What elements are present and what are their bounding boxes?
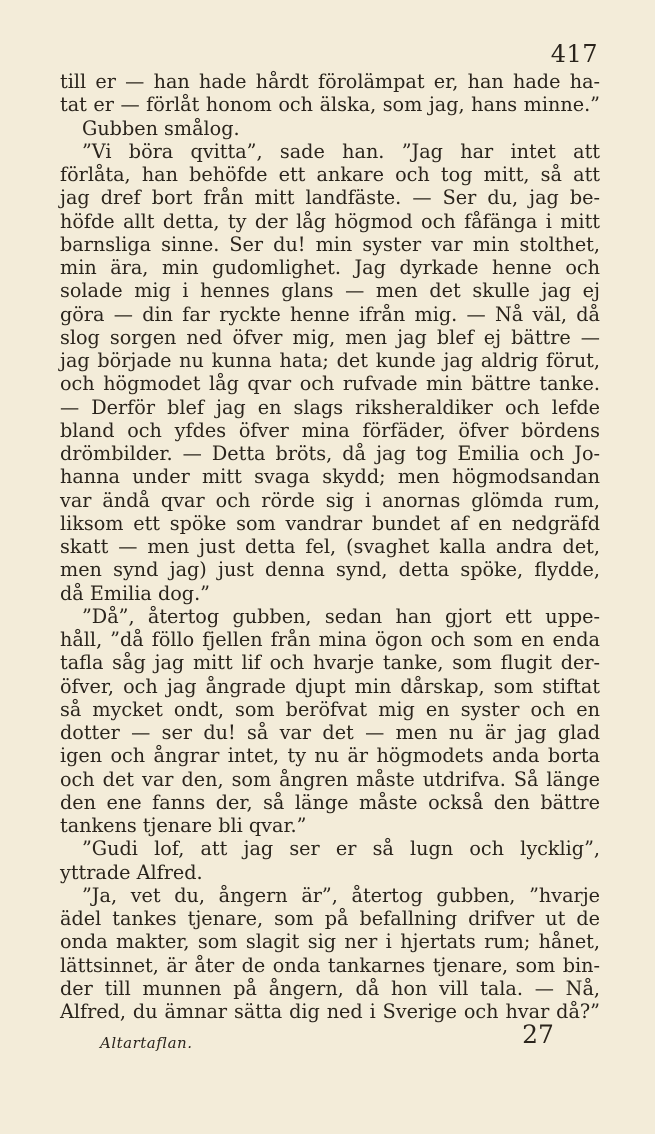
text-line: dotter — ser du! så var det — men nu är jag glad: [60, 721, 600, 744]
text-line: onda makter, som slagit sig ner i hjertats rum; hånet,: [60, 930, 600, 954]
text-line: ”Gudi lof, att jag ser er så lugn och lycklig”,: [82, 837, 600, 861]
text-line: bland och yfdes öfver mina förfäder, öfver bördens: [60, 418, 600, 442]
text-line: Alfred, du ämnar sätta dig ned i Sverige och hvar då?”: [60, 1000, 600, 1023]
text-line: barnsliga sinne. Ser du! min syster var min stolthet,: [60, 232, 600, 256]
text-line: höfde allt detta, ty der låg högmod och fåfänga i mitt: [60, 209, 600, 233]
text-line: men synd jag) just denna synd, detta spöke, flydde,: [60, 558, 600, 582]
text-line: jag dref bort från mitt landfäste. — Ser du, jag be-: [60, 186, 600, 210]
text-line: ädel tankes tjenare, som på befallning drifver ut de: [60, 907, 600, 930]
text-line: då Emilia dog.”: [60, 581, 210, 605]
text-line: och högmodet låg qvar och rufvade min bättre tanke.: [60, 372, 600, 396]
text-line: öfver, och jag ångrade djupt min dårskap, som stiftat: [60, 674, 600, 698]
text-line: — Derför blef jag en slags riksheraldiker och lefde: [60, 395, 600, 419]
text-line: Gubben smålog.: [82, 116, 240, 140]
text-line: ”Då”, återtog gubben, sedan han gjort ett uppe-: [82, 604, 600, 628]
text-line: yttrade Alfred.: [60, 860, 203, 884]
text-line: tankens tjenare bli qvar.”: [60, 814, 307, 837]
text-line: så mycket ondt, som beröfvat mig en syster och en: [60, 697, 600, 721]
footer-signature: Altartaflan.: [100, 1034, 193, 1052]
text-line: ”Vi böra qvitta”, sade han. ”Jag har intet att: [82, 139, 600, 163]
text-line: ”Ja, vet du, ångern är”, återtog gubben, ”hvarje: [82, 883, 600, 907]
text-line: tafla såg jag mitt lif och hvarje tanke, som flugit der-: [60, 651, 600, 675]
text-line: och det var den, som ångren måste utdrifva. Så länge: [60, 767, 600, 791]
text-line: den ene fanns der, så länge måste också den bättre: [60, 790, 600, 814]
body-text: [60, 70, 600, 1023]
text-line: förlåta, han behöfde ett ankare och tog mitt, så att: [60, 163, 600, 186]
text-line: hanna under mitt svaga skydd; men högmodsandan: [60, 465, 600, 489]
text-line: solade mig i hennes glans — men det skulle jag ej: [60, 279, 600, 303]
text-line: min ära, min gudomlighet. Jag dyrkade henne och: [60, 256, 600, 279]
text-line: till er — han hade hårdt förolämpat er, han hade ha-: [60, 70, 600, 93]
page-number: 417: [550, 40, 598, 68]
text-line: lättsinnet, är åter de onda tankarnes tjenare, som bin-: [60, 953, 600, 977]
text-line: igen och ångrar intet, ty nu är högmodets anda borta: [60, 744, 600, 768]
text-line: jag började nu kunna hata; det kunde jag aldrig förut,: [60, 349, 600, 372]
footer-sheet-number: 27: [522, 1020, 554, 1049]
text-line: göra — din far ryckte henne ifrån mig. — Nå väl, då: [60, 302, 600, 326]
text-line: slog sorgen ned öfver mig, men jag blef ej bättre —: [60, 325, 600, 349]
text-line: tat er — förlåt honom och älska, som jag, hans minne.”: [60, 93, 600, 117]
text-line: der till munnen på ångern, då hon vill tala. — Nå,: [60, 976, 600, 1000]
text-line: drömbilder. — Detta bröts, då jag tog Emilia och Jo-: [60, 442, 600, 465]
text-line: håll, ”då föllo fjellen från mina ögon och som en enda: [60, 628, 600, 651]
text-line: var ändå qvar och rörde sig i anornas glömda rum,: [60, 488, 600, 512]
text-line: skatt — men just detta fel, (svaghet kalla andra det,: [60, 535, 600, 558]
text-line: liksom ett spöke som vandrar bundet af en nedgräfd: [60, 511, 600, 535]
